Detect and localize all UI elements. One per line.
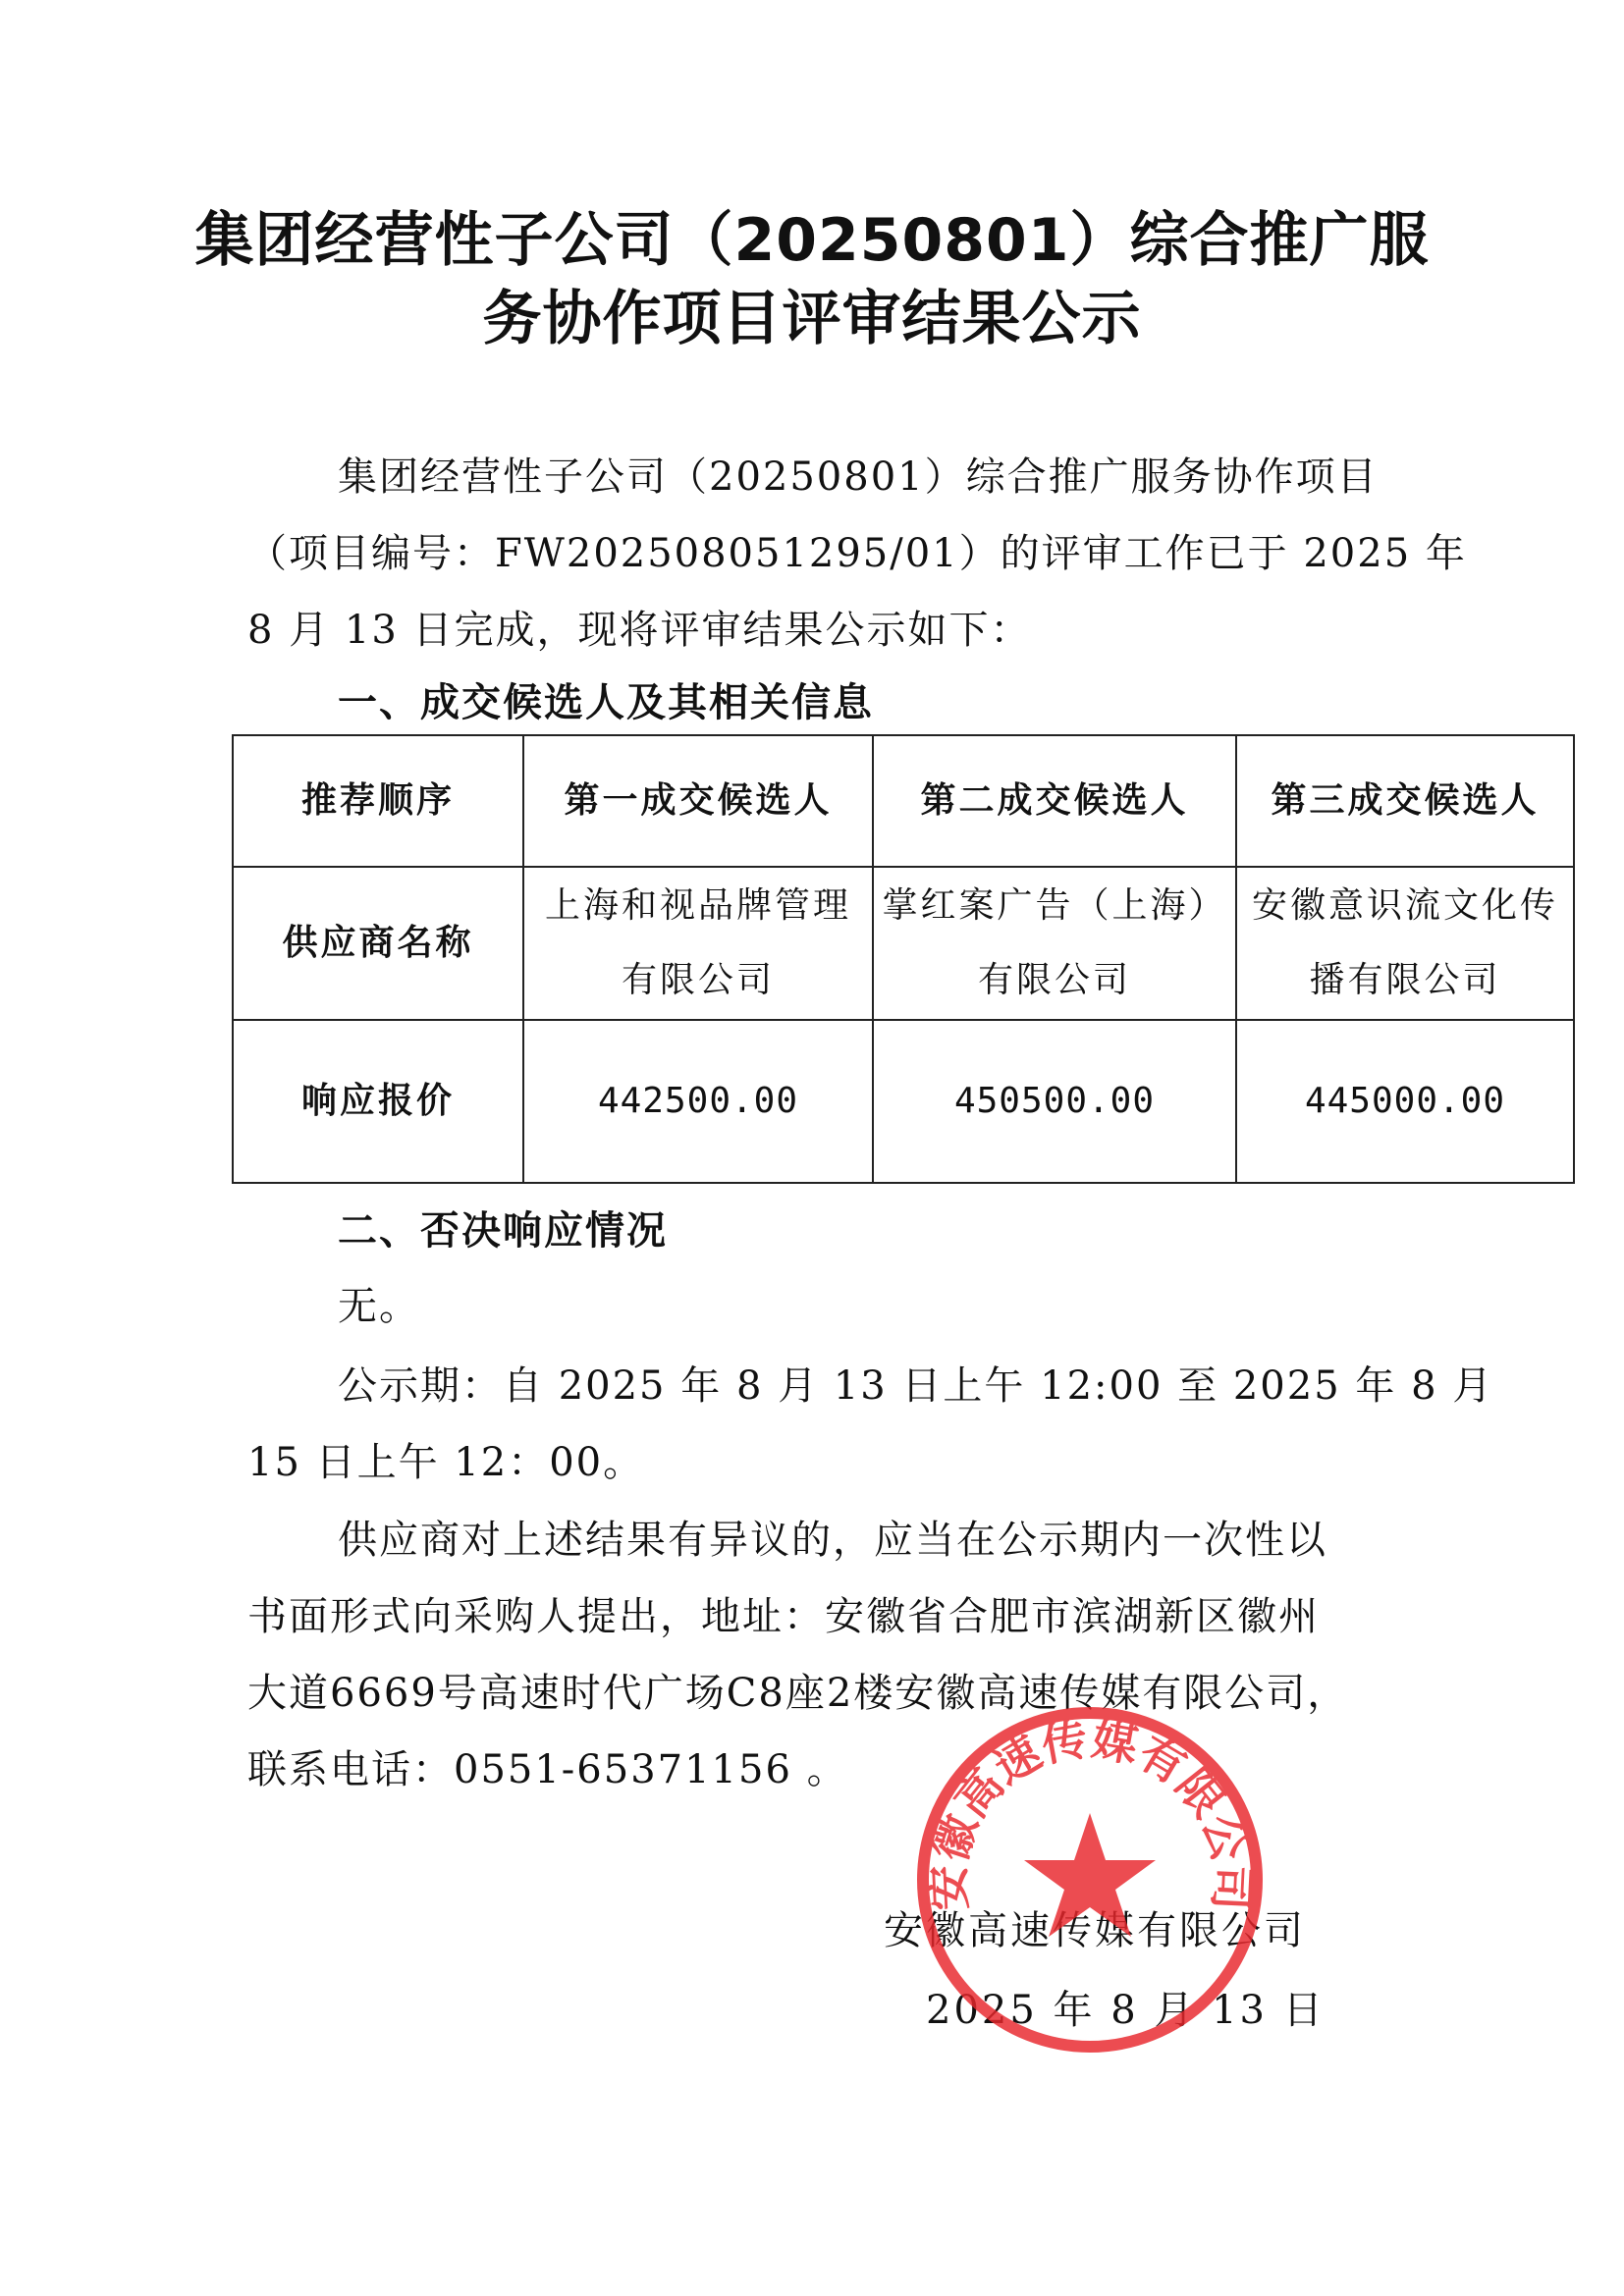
seal-text: 安徽高速传媒有限公司 xyxy=(921,1711,1259,1912)
supplier-name-line: 有限公司 xyxy=(977,960,1131,1000)
intro-line-3: 8 月 13 日完成，现将评审结果公示如下： xyxy=(247,608,1032,653)
price-cell: 445000.00 xyxy=(1236,1020,1574,1183)
table-row xyxy=(233,1020,1574,1183)
period-line-1: 公示期：自 2025 年 8 月 13 日上午 12:00 至 2025 年 8 月 xyxy=(338,1363,1494,1409)
supplier-name-line: 安徽意识流文化传 xyxy=(1251,885,1558,926)
rejections-text: 无。 xyxy=(338,1284,420,1329)
intro-line-2: （项目编号：FW202508051295/01）的评审工作已于 2025 年 xyxy=(247,531,1467,576)
candidates-table xyxy=(232,734,1575,1184)
table-row xyxy=(233,735,1574,867)
rejections-content xyxy=(247,1268,1386,1345)
price-cell: 450500.00 xyxy=(873,1020,1236,1183)
supplier-name-line: 掌红案广告（上海） xyxy=(882,885,1227,926)
objection-line-3: 大道6669号高速时代广场C8座2楼安徽高速传媒有限公司， xyxy=(247,1671,1349,1716)
supplier-name-line: 播有限公司 xyxy=(1309,960,1501,1000)
supplier-name-cell xyxy=(873,867,1236,1020)
intro-paragraph xyxy=(247,439,1467,668)
table-row xyxy=(233,867,1574,1020)
supplier-name-line: 有限公司 xyxy=(621,960,775,1000)
objection-line-4: 联系电话：0551-65371156 。 xyxy=(247,1747,848,1792)
intro-line-1: 集团经营性子公司（20250801）综合推广服务协作项目 xyxy=(338,454,1379,500)
objection-line-1: 供应商对上述结果有异议的，应当在公示期内一次性以 xyxy=(338,1518,1327,1563)
period-line-2: 15 日上午 12：00。 xyxy=(247,1440,645,1485)
table-row-label: 响应报价 xyxy=(233,1020,523,1183)
document-title-line-2: 务协作项目评审结果公示 xyxy=(482,285,1142,353)
price-cell: 442500.00 xyxy=(523,1020,873,1183)
section-heading-rejections: 二、否决响应情况 xyxy=(338,1208,668,1254)
signature-company: 安徽高速传媒有限公司 xyxy=(884,1908,1306,1953)
publicity-period-paragraph xyxy=(247,1348,1494,1501)
supplier-name-cell xyxy=(523,867,873,1020)
table-header-cell: 第二成交候选人 xyxy=(873,735,1236,867)
table-header-cell: 推荐顺序 xyxy=(233,735,523,867)
supplier-name-line: 上海和视品牌管理 xyxy=(544,885,851,926)
supplier-name-cell xyxy=(1236,867,1574,1020)
table-header-cell: 第一成交候选人 xyxy=(523,735,873,867)
table-header-cell: 第三成交候选人 xyxy=(1236,735,1574,867)
company-seal xyxy=(913,1703,1267,2056)
document-title-line-1: 集团经营性子公司（20250801）综合推广服 xyxy=(194,206,1430,275)
section-heading-candidates: 一、成交候选人及其相关信息 xyxy=(338,680,874,725)
objection-line-2: 书面形式向采购人提出，地址：安徽省合肥市滨湖新区徽州 xyxy=(247,1594,1320,1639)
signature-date: 2025 年 8 月 13 日 xyxy=(926,1988,1326,2033)
star-icon xyxy=(1024,1813,1156,1937)
table-row-label: 供应商名称 xyxy=(233,867,523,1020)
